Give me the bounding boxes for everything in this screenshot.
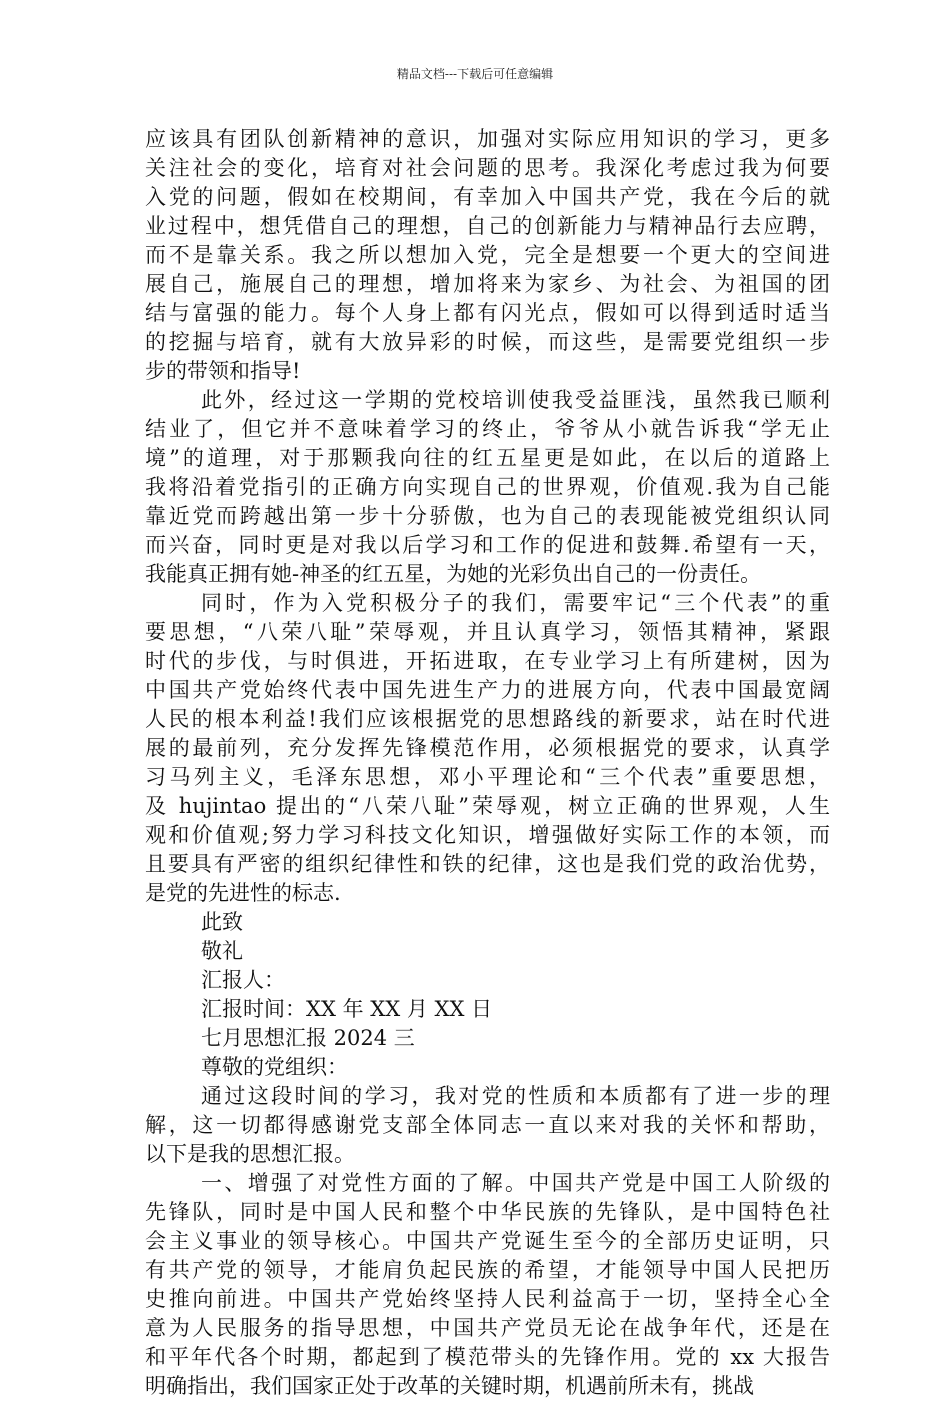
text-line: 而兴奋，同时更是对我以后学习和工作的促进和鼓舞.希望有一天， [145,533,830,557]
paragraph [145,1053,830,1082]
text-line: 敬礼 [201,939,243,963]
text-line: 我能真正拥有她-神圣的红五星，为她的光彩负出自己的一份责任。 [145,562,762,586]
text-line: 习马列主义，毛泽东思想，邓小平理论和“三个代表”重要思想， [145,765,830,789]
paragraph [145,1082,830,1169]
text-line: 意为人民服务的指导思想，中国共产党员无论在战争年代，还是在 [145,1316,830,1340]
text-line: 和平年代各个时期，都起到了模范带头的先锋作用。党的 xx 大报告 [145,1345,830,1369]
text-line: 解，这一切都得感谢党支部全体同志一直以来对我的关怀和帮助， [145,1113,830,1137]
paragraph [145,1169,830,1401]
text-line: 及 hujintao 提出的“八荣八耻”荣辱观，树立正确的世界观，人生 [145,794,830,818]
text-line: 七月思想汇报 2024 三 [201,1026,415,1050]
text-line: 先锋队，同时是中国人民和整个中华民族的先锋队，是中国特色社 [145,1200,830,1224]
text-line: 同时，作为入党积极分子的我们，需要牢记“三个代表”的重 [201,591,830,615]
text-line: 一、增强了对党性方面的了解。中国共产党是中国工人阶级的 [201,1171,830,1195]
text-line: 结与富强的能力。每个人身上都有闪光点，假如可以得到适时适当 [145,301,830,325]
text-line: 结业了，但它并不意味着学习的终止，爷爷从小就告诉我“学无止 [145,417,830,441]
text-line: 时代的步伐，与时俱进，开拓进取，在专业学习上有所建树，因为 [145,649,830,673]
text-line: 步的带领和指导! [145,359,301,383]
text-line: 尊敬的党组织： [201,1055,348,1079]
text-line: 此致 [201,910,243,934]
paragraph [145,1024,830,1053]
text-line: 通过这段时间的学习，我对党的性质和本质都有了进一步的理 [201,1084,830,1108]
text-line: 入党的问题，假如在校期间，有幸加入中国共产党，我在今后的就 [145,185,830,209]
text-line: 有共产党的领导，才能肩负起民族的希望，才能领导中国人民把历 [145,1258,830,1282]
text-line: 靠近党而跨越出第一步十分骄傲，也为自己的表现能被党组织认同 [145,504,830,528]
text-line: 人民的根本利益!我们应该根据党的思想路线的新要求，站在时代进 [145,707,830,731]
text-line: 观和价值观;努力学习科技文化知识，增强做好实际工作的本领，而 [145,823,830,847]
text-line: 关注社会的变化，培育对社会问题的思考。我深化考虑过我为何要 [145,156,830,180]
paragraph [145,937,830,966]
text-line: 而不是靠关系。我之所以想加入党，完全是想要一个更大的空间进 [145,243,830,267]
text-line: 汇报人： [201,968,285,992]
text-line: 此外，经过这一学期的党校培训使我受益匪浅，虽然我已顺利 [201,388,830,412]
text-line: 要思想，“八荣八耻”荣辱观，并且认真学习，领悟其精神，紧跟 [145,620,830,644]
text-line: 展的最前列，充分发挥先锋模范作用，必须根据党的要求，认真学 [145,736,830,760]
page-header: 精品文档---下载后可任意编辑 [396,67,554,81]
text-line: 是党的先进性的标志. [145,881,341,905]
paragraph [145,908,830,937]
paragraph [145,589,830,908]
text-line: 的挖掘与培育，就有大放异彩的时候，而这些，是需要党组织一步 [145,330,830,354]
text-line: 汇报时间：XX 年 XX 月 XX 日 [201,997,493,1021]
text-line: 中国共产党始终代表中国先进生产力的进展方向，代表中国最宽阔 [145,678,830,702]
text-line: 境”的道理，对于那颗我向往的红五星更是如此，在以后的道路上 [145,446,830,470]
text-line: 应该具有团队创新精神的意识，加强对实际应用知识的学习，更多 [145,127,830,151]
paragraph [145,966,830,995]
document-body [145,125,830,1401]
paragraph [145,125,830,386]
text-line: 我将沿着党指引的正确方向实现自己的世界观，价值观.我为自己能 [145,475,830,499]
paragraph [145,995,830,1024]
text-line: 明确指出，我们国家正处于改革的关键时期，机遇前所未有，挑战 [145,1374,754,1398]
text-line: 史推向前进。中国共产党始终坚持人民利益高于一切，坚持全心全 [145,1287,830,1311]
text-line: 业过程中，想凭借自己的理想，自己的创新能力与精神品行去应聘， [145,214,830,238]
text-line: 以下是我的思想汇报。 [145,1142,355,1166]
text-line: 会主义事业的领导核心。中国共产党诞生至今的全部历史证明，只 [145,1229,830,1253]
text-line: 展自己，施展自己的理想，增加将来为家乡、为社会、为祖国的团 [145,272,830,296]
paragraph [145,386,830,589]
text-line: 且要具有严密的组织纪律性和铁的纪律，这也是我们党的政治优势， [145,852,830,876]
